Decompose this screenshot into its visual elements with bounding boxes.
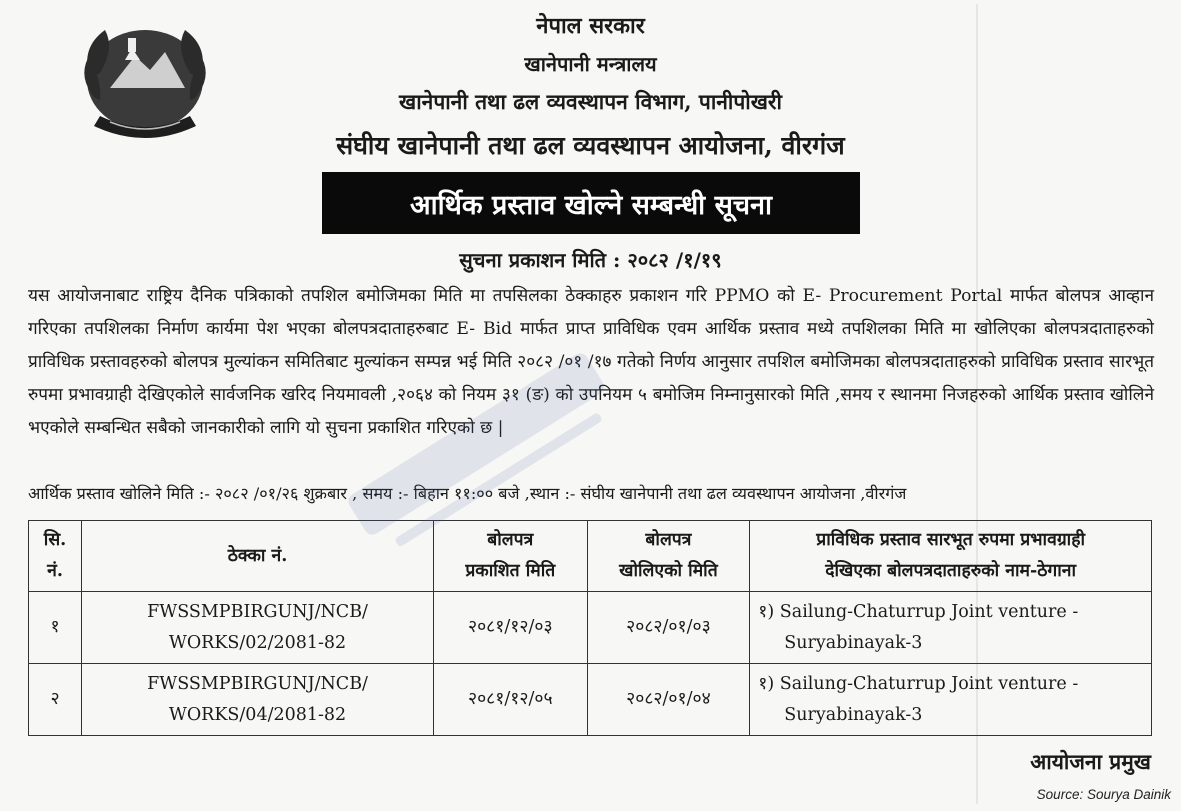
cell-sn: २	[29, 664, 82, 736]
source-credit: Source: Sourya Dainik	[1036, 787, 1171, 802]
bid-table	[28, 520, 1152, 736]
header-contract-no: ठेक्का नं.	[82, 521, 434, 592]
header-opened-date: बोलपत्र खोलिएको मिति	[587, 521, 750, 592]
table-row	[29, 664, 1152, 736]
notice-body: यस आयोजनाबाट राष्ट्रिय दैनिक पत्रिकाको तपशिल बमोजिमका मिति मा तपसिलका ठेक्काहरु प्रकाशन गरि PPMO को E- Procurement Portal मार्फत बोलपत्र आव्हान गरिएका तपशिलका निर्माण कार्यमा पेश भएका बोलपत्रदाताहरुबाट E- Bid मार्फत प्राप्त प्राविधिक एवम आर्थिक प्रस्ताव मध्ये तपशिलका मिति मा खोलिएका बोलपत्रदाताहरुको प्राविधिक प्रस्तावहरुको बोलपत्र मुल्यांकन समितिबाट मुल्यांकन सम्पन्न भई मिति २०८२ /०१ /१७ गतेको निर्णय आनुसार तपशिल बमोजिमका बोलपत्रदाताहरुको प्राविधिक प्रस्ताव सारभूत रुपमा प्रभावग्राही देखिएकोले सार्वजनिक खरिद नियमावली ,२०६४ को नियम ३१ (ङ) को उपनियम ५ बमोजिम निम्नानुसारको मिति ,समय र स्थानमा निजहरुको आर्थिक प्रस्ताव खोलिने भएकोले सम्बन्धित सबैको जानकारीको लागि यो सुचना प्रकाशित गरिएको छ |	[28, 286, 1154, 438]
cell-contract-no: FWSSMPBIRGUNJ/NCB/ WORKS/04/2081-82	[82, 664, 434, 736]
header-published-date: बोलपत्र प्रकाशित मिति	[434, 521, 588, 592]
header-department: खानेपानी तथा ढल व्यवस्थापन विभाग, पानीपोखरी	[399, 89, 782, 114]
notice-title-banner	[322, 172, 860, 234]
table-row	[29, 592, 1152, 664]
cell-opened-date: २०८२/०१/०३	[587, 592, 750, 664]
notice-title: आर्थिक प्रस्ताव खोल्ने सम्बन्धी सूचना	[410, 189, 772, 221]
cell-published-date: २०८१/१२/०५	[434, 664, 588, 736]
header-project: संघीय खानेपानी तथा ढल व्यवस्थापन आयोजना, वीरगंज	[336, 131, 845, 160]
opening-info: आर्थिक प्रस्ताव खोलिने मिति :- २०८२ /०१/२६ शुक्रबार , समय :- बिहान ११:०० बजे ,स्थान :- संघीय खानेपानी तथा ढल व्यवस्थापन आयोजना ,वीरगंज	[28, 484, 907, 503]
header-ministry: खानेपानी मन्त्रालय	[524, 52, 657, 76]
cell-opened-date: २०८२/०१/०४	[587, 664, 750, 736]
header-bidders: प्राविधिक प्रस्ताव सारभूत रुपमा प्रभावग्राही देखिएका बोलपत्रदाताहरुको नाम-ठेगाना	[750, 521, 1152, 592]
cell-contract-no: FWSSMPBIRGUNJ/NCB/ WORKS/02/2081-82	[82, 592, 434, 664]
cell-published-date: २०८१/१२/०३	[434, 592, 588, 664]
header-sn: सि. नं.	[29, 521, 82, 592]
cell-bidder: १) Sailung-Chaturrup Joint venture - Suryabinayak-3	[750, 664, 1152, 736]
header-nepal-government: नेपाल सरकार	[536, 13, 645, 39]
cell-sn: १	[29, 592, 82, 664]
table-header-row	[29, 521, 1152, 592]
publication-date: सुचना प्रकाशन मिति : २०८२ /१/१९	[459, 248, 722, 272]
signature-project-chief: आयोजना प्रमुख	[1030, 749, 1151, 774]
cell-bidder: १) Sailung-Chaturrup Joint venture - Suryabinayak-3	[750, 592, 1152, 664]
